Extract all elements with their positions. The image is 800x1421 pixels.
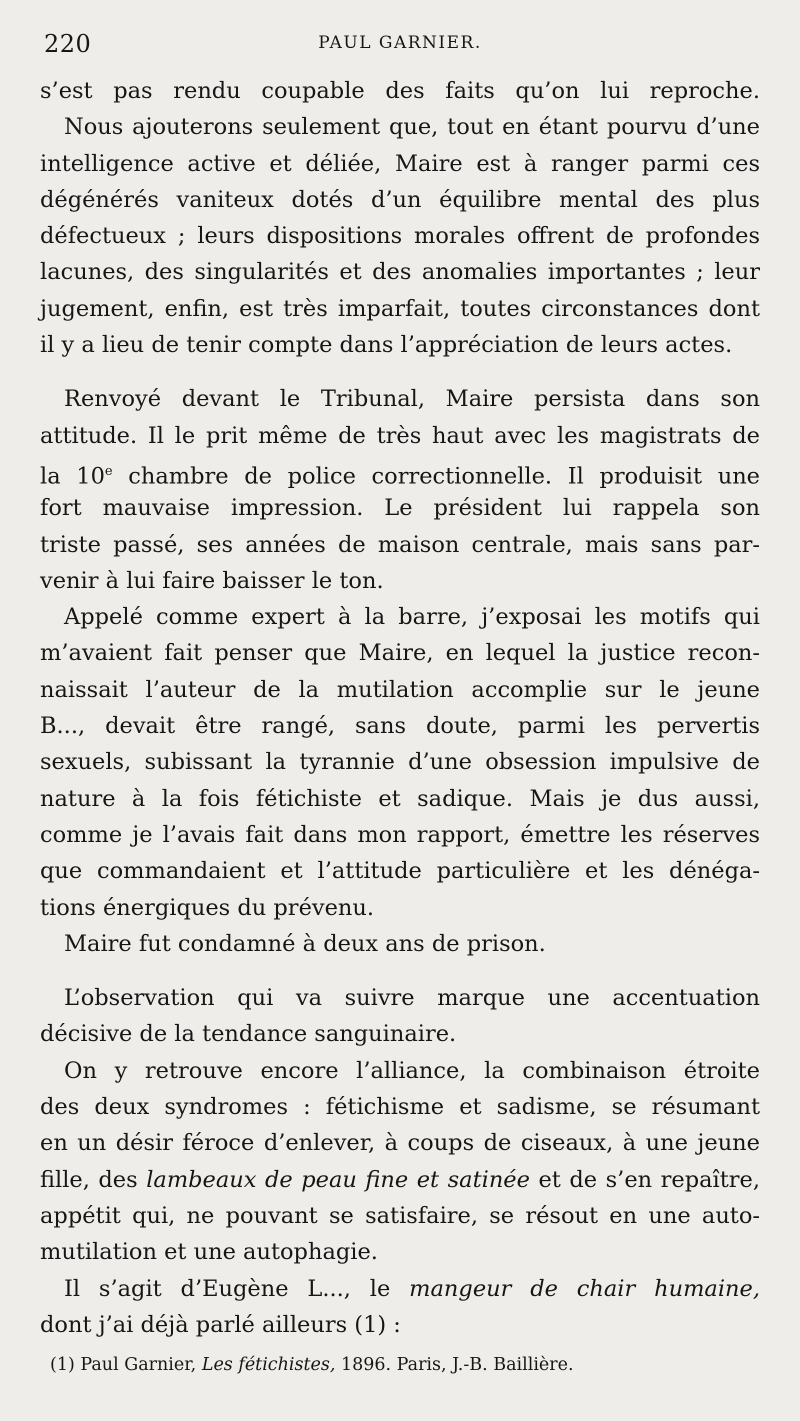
text-segment: et de s’en repaître, [538,1166,761,1193]
text-line: dégénérés vaniteux dotés d’un équilibre mental des plus [40,186,760,213]
text-line: décisive de la tendance sanguinaire. [40,1021,457,1048]
text-line: Nous ajouterons seulement que, tout en étant pourvu d’une [64,114,760,141]
italic-phrase: mangeur de chair humaine, [409,1275,760,1302]
running-head: PAUL GARNIER. [318,33,482,53]
page-header [44,30,756,66]
text-line: m’avaient fait penser que Maire, en lequel la justice recon- [40,640,760,667]
text-line: venir à lui faire baisser le ton. [40,567,384,594]
text-line: Renvoyé devant le Tribunal, Maire persista dans son [64,386,760,413]
text-segment: fille, des [40,1166,138,1193]
text-line: B..., devait être rangé, sans doute, parmi les pervertis [40,713,760,740]
text-line: tions énergiques du prévenu. [40,894,375,921]
footnote [50,1355,750,1375]
text-line: On y retrouve encore l’alliance, la combinaison étroite [64,1057,760,1084]
section-gap [40,962,760,980]
text-line: s’est pas rendu coupable des faits qu’on lui reproche. [40,78,760,104]
text-line: intelligence active et déliée, Maire est à ranger parmi ces [40,150,760,177]
text-line: fort mauvaise impression. Le président lui rappela son [40,495,760,522]
text-line: triste passé, ses années de maison centrale, mais sans par- [40,531,760,558]
text-line-italic-mix [40,1162,760,1198]
text-line: défectueux ; leurs dispositions morales offrent de profondes [40,223,760,250]
text-line: naissait l’auteur de la mutilation accomplie sur le jeune [40,676,760,703]
text-line: jugement, enfin, est très imparfait, toutes circonstances dont [40,295,760,322]
text-line: il y a lieu de tenir compte dans l’appréciation de leurs actes. [40,332,733,359]
text-line: mutilation et une autophagie. [40,1239,378,1266]
footnote-marker: (1) [50,1355,75,1375]
text-segment: Il s’agit d’Eugène L..., le [64,1275,391,1302]
text-line: attitude. Il le prit même de très haut avec les magistrats de [40,422,760,449]
footnote-author: Paul Garnier, [80,1355,197,1375]
text-line: Maire fut condamné à deux ans de prison. [64,930,546,957]
text-line: nature à la fois fétichiste et sadique. Mais je dus aussi, [40,785,760,812]
text-line: sexuels, subissant la tyrannie d’une obsession impulsive de [40,749,760,776]
page-number: 220 [44,30,92,58]
footnote-rest: 1896. Paris, J.-B. Baillière. [340,1355,574,1375]
text-line: en un désir féroce d’enlever, à coups de ciseaux, à une jeune [40,1130,760,1157]
text-line: comme je l’avais fait dans mon rapport, émettre les réserves [40,821,760,848]
footnote-title: Les fétichistes, [201,1355,336,1375]
text-line-chamber [40,454,760,490]
text-line: que commandaient et l’attitude particulière et les dénéga- [40,858,760,885]
body-text [40,73,760,1343]
text-line: lacunes, des singularités et des anomalies importantes ; leur [40,259,760,286]
italic-phrase: lambeaux de peau fine et satinée [146,1166,530,1193]
chamber-rest: chambre de police correctionnelle. Il produisit une [128,463,760,490]
text-line: des deux syndromes : fétichisme et sadisme, se résumant [40,1094,760,1121]
text-line: dont j’ai déjà parlé ailleurs (1) : [40,1311,401,1338]
text-line-italic-mix [40,1271,760,1307]
text-line: L’observation qui va suivre marque une accentuation [64,985,760,1012]
section-gap [40,363,760,381]
text-line: appétit qui, ne pouvant se satisfaire, se résout en une auto- [40,1202,760,1229]
text-line: Appelé comme expert à la barre, j’exposai les motifs qui [64,604,760,631]
chamber-superscript: e [104,463,113,479]
chamber-number: la 10 [40,463,105,490]
